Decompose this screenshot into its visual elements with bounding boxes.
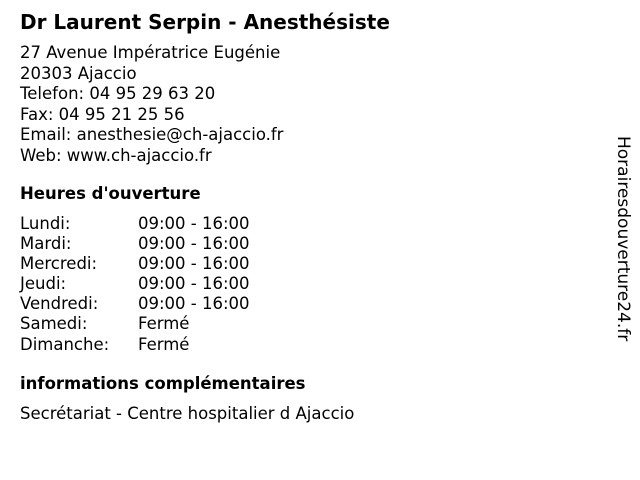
opening-hours-heading: Heures d'ouverture (20, 184, 201, 203)
website-address: Web: www.ch-ajaccio.fr (20, 145, 212, 165)
opening-hours-list (20, 214, 250, 355)
phone-number: Telefon: 04 95 29 63 20 (20, 84, 216, 103)
hours-day-label: Vendredi: (20, 294, 99, 314)
site-watermark: Horairesdouverture24.fr (613, 136, 633, 342)
address-city: 20303 Ajaccio (20, 63, 137, 83)
hours-day-label: Mardi: (20, 234, 72, 254)
hours-day-label: Samedi: (20, 314, 88, 334)
email-address: Email: anesthesie@ch-ajaccio.fr (20, 125, 284, 144)
hours-time: Fermé (138, 314, 190, 334)
additional-info-heading: informations complémentaires (20, 374, 306, 393)
hours-row-mercredi (20, 254, 250, 274)
address-street: 27 Avenue Impératrice Eugénie (20, 43, 281, 62)
hours-row-vendredi (20, 294, 250, 314)
hours-time: 09:00 - 16:00 (138, 274, 250, 294)
hours-day-label: Dimanche: (20, 334, 110, 354)
hours-row-samedi (20, 314, 250, 334)
hours-time: 09:00 - 16:00 (138, 294, 250, 314)
hours-day-label: Lundi: (20, 214, 71, 233)
hours-row-dimanche (20, 335, 250, 355)
page-title: Dr Laurent Serpin - Anesthésiste (20, 10, 390, 34)
hours-time: 09:00 - 16:00 (138, 234, 250, 254)
hours-time: 09:00 - 16:00 (138, 214, 250, 233)
hours-day-label: Jeudi: (20, 274, 67, 294)
contact-block (20, 43, 283, 166)
hours-row-jeudi (20, 274, 250, 294)
hours-day-label: Mercredi: (20, 254, 98, 274)
hours-time: 09:00 - 16:00 (138, 254, 250, 274)
additional-info-text: Secrétariat - Centre hospitalier d Ajaccio (20, 404, 355, 423)
hours-row-lundi (20, 214, 250, 234)
fax-number: Fax: 04 95 21 25 56 (20, 104, 185, 124)
hours-row-mardi (20, 234, 250, 254)
hours-time: Fermé (138, 334, 190, 354)
